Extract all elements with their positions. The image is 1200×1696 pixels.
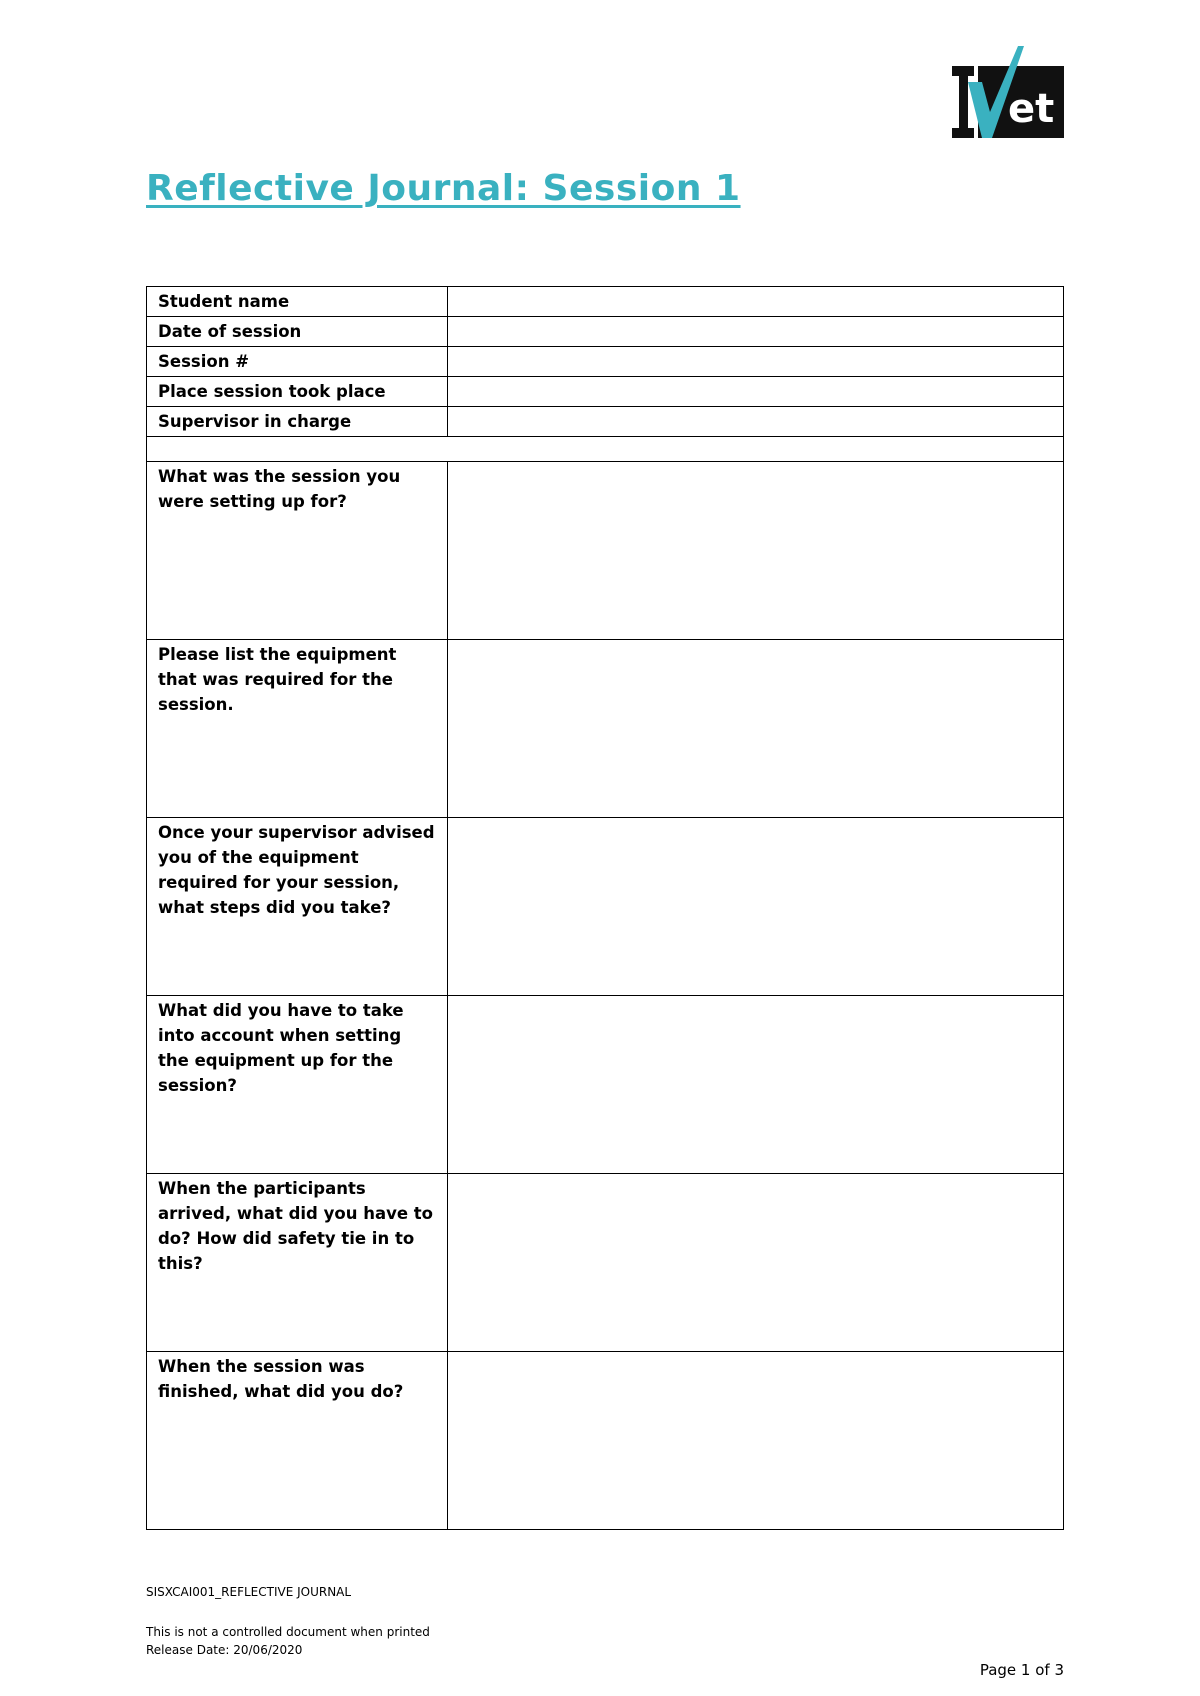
question-label: When the session was finished, what did you do? [147, 1352, 448, 1530]
question-label: Please list the equipment that was required for the session. [147, 640, 448, 818]
date-of-session-label: Date of session [147, 317, 448, 347]
table-row [147, 377, 1064, 407]
place-field[interactable] [448, 377, 1064, 407]
table-row [147, 1352, 1064, 1530]
answer-field[interactable] [448, 1352, 1064, 1530]
question-label: What was the session you were setting up for? [147, 462, 448, 640]
table-row [147, 818, 1064, 996]
ivet-logo [952, 46, 1064, 142]
page-number: Page 1 of 3 [979, 1661, 1064, 1679]
question-label: What did you have to take into account when setting the equipment up for the session? [147, 996, 448, 1174]
table-row [147, 1174, 1064, 1352]
control-notice: This is not a controlled document when printed [146, 1625, 430, 1639]
answer-field[interactable] [448, 818, 1064, 996]
spacer-cell [147, 437, 1064, 462]
table-row [147, 347, 1064, 377]
supervisor-label: Supervisor in charge [147, 407, 448, 437]
journal-table [146, 286, 1064, 1530]
table-row [147, 317, 1064, 347]
supervisor-field[interactable] [448, 407, 1064, 437]
answer-field[interactable] [448, 640, 1064, 818]
table-row [147, 996, 1064, 1174]
svg-text:et: et [1008, 86, 1055, 132]
table-row [147, 462, 1064, 640]
answer-field[interactable] [448, 462, 1064, 640]
session-number-label: Session # [147, 347, 448, 377]
doc-code: SISXCAI001_REFLECTIVE JOURNAL [146, 1585, 352, 1599]
answer-field[interactable] [448, 1174, 1064, 1352]
date-of-session-field[interactable] [448, 317, 1064, 347]
table-row [147, 640, 1064, 818]
student-name-label: Student name [147, 287, 448, 317]
question-label: Once your supervisor advised you of the equipment required for your session, what steps did you take? [147, 818, 448, 996]
question-label: When the participants arrived, what did you have to do? How did safety tie in to this? [147, 1174, 448, 1352]
table-row [147, 287, 1064, 317]
session-number-field[interactable] [448, 347, 1064, 377]
spacer-row [147, 437, 1064, 462]
place-label: Place session took place [147, 377, 448, 407]
release-date: Release Date: 20/06/2020 [146, 1643, 303, 1657]
answer-field[interactable] [448, 996, 1064, 1174]
table-row [147, 407, 1064, 437]
student-name-field[interactable] [448, 287, 1064, 317]
page-title: Reflective Journal: Session 1 [146, 168, 741, 209]
